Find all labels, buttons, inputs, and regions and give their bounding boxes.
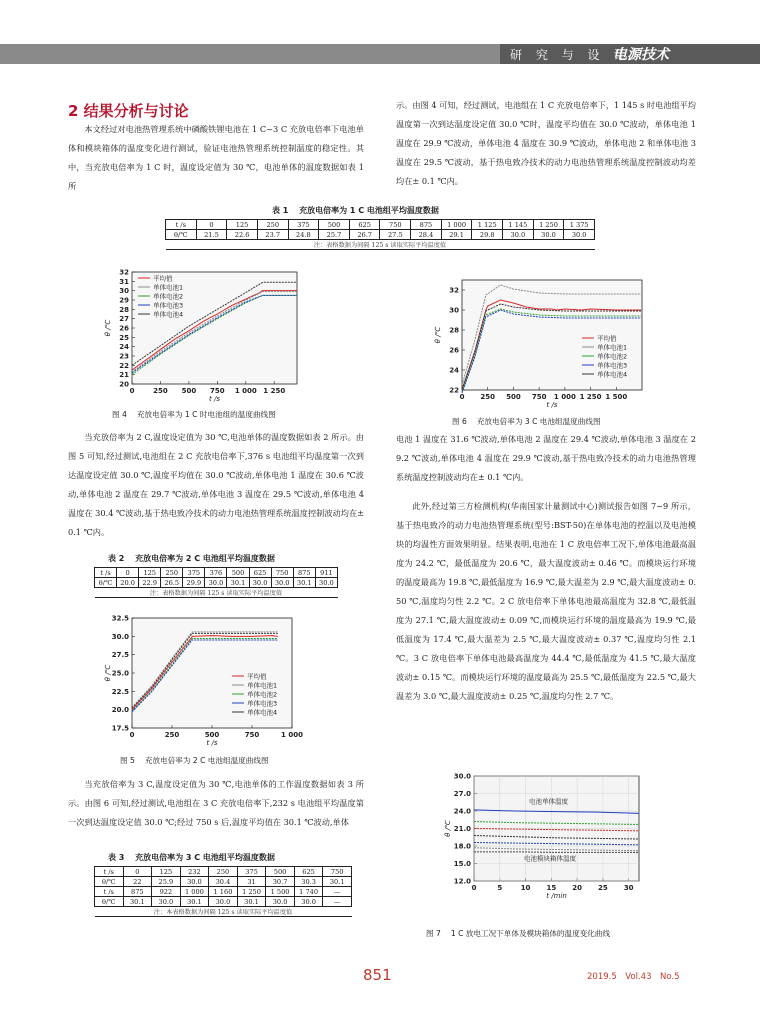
table-cell: 232	[180, 867, 209, 877]
table-cell: t /s	[95, 867, 124, 877]
legend-label: 平均值	[247, 672, 267, 681]
table-cell: 30.7	[266, 877, 295, 887]
table-cell: 30.0	[249, 578, 271, 588]
header-section: 研 究 与 设 计	[510, 48, 631, 62]
table-row	[95, 887, 352, 897]
table-cell: 30.0	[564, 230, 595, 240]
y-tick-label: 22	[119, 361, 129, 370]
section-heading: 2 结果分析与讨论	[68, 102, 189, 120]
x-tick-label: 0	[129, 387, 135, 395]
legend-label: 平均值	[153, 274, 173, 283]
table-cell: θ/℃	[95, 877, 124, 887]
table-cell: 1 250	[533, 220, 564, 230]
table-cell: 750	[271, 568, 293, 578]
table-cell: 30.0	[271, 578, 293, 588]
x-tick-label: 250	[480, 393, 496, 401]
table-cell: 24.8	[288, 230, 319, 240]
table-cell: 125	[152, 867, 181, 877]
y-tick-label: 27.5	[111, 651, 129, 660]
y-tick-label: 20	[119, 380, 129, 389]
legend-label: 单体电池4	[597, 370, 628, 379]
table-cell: 875	[411, 220, 442, 230]
table-cell: 922	[152, 887, 181, 897]
x-tick-label: 1 000	[553, 393, 576, 401]
legend-label: 单体电池1	[153, 283, 184, 292]
y-tick-label: 30.0	[111, 632, 129, 641]
legend-label: 单体电池4	[153, 310, 184, 319]
table-cell: 625	[249, 568, 271, 578]
y-tick-label: 27	[119, 315, 129, 324]
para-6: 此外,经过第三方检测机构(华南国家计量测试中心)测试报告如图 7~9 所示，基于热电致冷的动力电池热管理系统(型号:BST-50)在单体电池的控温以及电池模块的均温性方面效果明显。结果表明,电池在 1 C 放电倍率工况下,单体电池最高温度为 24.2 ℃，最低温度为 20.6 ℃，最大温度波动± 0.46 ℃。而模块运行环境的温度最高为 19.8 ℃,最低温度为 16.9 ℃,最大温差为 2.9 ℃,最大温度波动± 0.50 ℃,温度均匀性 2.2 ℃。2 C 放电倍率下单体电池最高温度为 32.8 ℃,最低温度为 27.1 ℃,最大温度波动± 0.09 ℃,而模块运行环境的温度最高为 19.9 ℃,最低温度为 17.4 ℃,最大温差为 2.5 ℃,最大温度波动± 0.37 ℃,温度均匀性 2.1 ℃。3 C 放电倍率下单体电池最高温度为 44.4 ℃,最低温度为 41.5 ℃,最大温度波动± 0.15 ℃。而模块运行环境的温度最高为 25.5 ℃,最低温度为 22.5 ℃,最大温差为 3.0 ℃,最大温度波动± 0.25 ℃,温度均匀性 2.7 ℃。	[396, 501, 696, 701]
fig6-caption: 图 6 充放电倍率为 3 C 电池组温度曲线图	[452, 417, 601, 426]
x-axis-label: t /s	[209, 395, 220, 403]
legend-label: 单体电池2	[153, 292, 184, 301]
journal-logo: 电源技术	[613, 47, 669, 63]
table-cell: 29.9	[183, 578, 205, 588]
table-cell: 30.3	[294, 877, 323, 887]
annotation-module-temp: 电池模块箱体温度	[524, 854, 576, 863]
x-tick-label: 250	[164, 731, 180, 739]
x-axis-label: t /min	[546, 892, 567, 900]
para-3: 当充放倍率为 2 C,温度设定值为 30 ℃,电池单体的温度数据如表 2 所示。由图 5 可知,经过测试,电池组在 2 C 充放电倍率下,376 s 电池组平均温度第一次到达温度设定值 30.0 ℃,温度平均值在 30.0 ℃波动,单体电池 1 温度在 30.6 ℃波动,单体电池 2 温度在 29.7 ℃波动,单体电池 3 温度在 29.5 ℃波动,单体电池 4 温度在 30.4 ℃波动,基于热电致冷技术的动力电池热管理系统温度控制波动均在± 0.1 ℃内。	[68, 432, 364, 537]
x-tick-label: 500	[204, 731, 220, 739]
x-tick-label: 30	[623, 884, 634, 892]
y-tick-label: 28	[119, 305, 129, 314]
table-row	[166, 230, 595, 240]
figure-5	[100, 612, 303, 747]
x-tick-label: 0	[129, 731, 135, 739]
table-cell: 375	[288, 220, 319, 230]
page-number: 851	[363, 966, 392, 984]
table-cell: 30.1	[293, 578, 315, 588]
table-cell: 27.5	[380, 230, 411, 240]
figure-6	[430, 272, 650, 412]
table-cell: —	[323, 887, 352, 897]
table-cell: 20.0	[117, 578, 139, 588]
table-cell: 375	[237, 867, 266, 877]
x-tick-label: 15	[546, 884, 557, 892]
legend-label: 单体电池1	[597, 343, 628, 352]
y-tick-label: 20.0	[111, 706, 129, 715]
table-cell: 125	[139, 568, 161, 578]
y-tick-label: 27.0	[453, 790, 471, 798]
table-cell: 29.1	[441, 230, 472, 240]
table-cell: 875	[123, 887, 152, 897]
table-row	[95, 877, 352, 887]
table-cell: 1 500	[266, 887, 295, 897]
table3	[94, 866, 352, 917]
legend-label: 平均值	[597, 334, 617, 343]
annotation-cell-temp: 电池单体温度	[529, 797, 568, 806]
table-note: 注：表格数据为间隔 125 s 读取实际平均温度值	[166, 240, 595, 250]
table-cell: t /s	[95, 887, 124, 897]
y-tick-label: 22	[449, 386, 459, 395]
x-tick-label: 20	[572, 884, 582, 892]
legend-label: 单体电池3	[153, 301, 184, 310]
table-cell: 500	[266, 867, 295, 877]
figure-7	[444, 768, 646, 900]
legend-label: 单体电池2	[247, 690, 278, 699]
y-tick-label: 32.5	[111, 614, 129, 623]
legend-label: 单体电池3	[247, 699, 278, 708]
legend-label: 单体电池1	[247, 681, 278, 690]
y-tick-label: 32	[449, 286, 459, 295]
table-cell: 21.5	[196, 230, 227, 240]
para-2: 示。由图 4 可知，经过测试，电池组在 1 C 充放电倍率下，1 145 s 时电池组平均温度第一次到达温度设定值 30.0 ℃时，温度平均值在 30.0 ℃波动，单体电池 1 温度在 29.9 ℃波动，单体电池 4 温度在 30.9 ℃波动，单体电池 2 和单体电池 3 温度在 29.5 ℃波动，基于热电致冷技术的动力电池热管理系统温度控制波动均差均在± 0.1 ℃内。	[396, 100, 696, 186]
table-cell: 22.9	[139, 578, 161, 588]
table-cell: 0	[196, 220, 227, 230]
y-tick-label: 26	[119, 324, 129, 333]
table-cell: 375	[183, 568, 205, 578]
table-row	[95, 578, 338, 588]
table-cell: 911	[315, 568, 337, 578]
x-tick-label: 500	[181, 387, 197, 395]
x-tick-label: 5	[497, 884, 503, 892]
table-cell: t /s	[166, 220, 197, 230]
x-tick-label: 1 000	[234, 387, 257, 395]
table-cell: 28.4	[411, 230, 442, 240]
y-tick-label: 29	[119, 296, 129, 305]
table-cell: 0	[123, 867, 152, 877]
table-cell: 30.0	[152, 897, 181, 907]
table-cell: 26.7	[349, 230, 380, 240]
y-tick-label: 25	[119, 333, 129, 342]
x-tick-label: 750	[244, 731, 260, 739]
table-cell: 250	[257, 220, 288, 230]
table-cell: 25.9	[152, 877, 181, 887]
table-cell: 23.7	[257, 230, 288, 240]
table-cell: 0	[117, 568, 139, 578]
table1-caption: 表 1 充放电倍率为 1 C 电池组平均温度数据	[272, 206, 439, 215]
y-tick-label: 17.5	[111, 724, 129, 733]
table-cell: 625	[349, 220, 380, 230]
table3-caption: 表 3 充放电倍率为 3 C 电池组平均温度数据	[108, 853, 275, 862]
table-cell: θ/℃	[166, 230, 197, 240]
table-cell: 29.8	[472, 230, 503, 240]
table-cell: 376	[205, 568, 227, 578]
table-cell: 26.5	[161, 578, 183, 588]
y-tick-label: 32	[119, 268, 129, 277]
x-tick-label: 0	[471, 884, 477, 892]
fig4-caption: 图 4 充放电倍率为 1 C 时电池组的温度曲线图	[112, 410, 276, 419]
table-cell: 30.0	[205, 578, 227, 588]
table-cell: 30.0	[294, 897, 323, 907]
table-cell: 30.0	[533, 230, 564, 240]
x-tick-label: 10	[520, 884, 531, 892]
x-tick-label: 1 500	[605, 393, 628, 401]
table-cell: 30.1	[323, 877, 352, 887]
y-tick-label: 15.0	[453, 860, 471, 868]
table-cell: 30.4	[209, 877, 238, 887]
legend-label: 单体电池4	[247, 708, 278, 717]
table1	[165, 219, 595, 250]
header-bar	[0, 44, 760, 64]
table-cell: 250	[209, 867, 238, 877]
table-cell: 30.0	[180, 877, 209, 887]
table-cell: 30.1	[227, 578, 249, 588]
table-cell: 30.0	[503, 230, 534, 240]
table-cell: θ/℃	[95, 578, 117, 588]
x-tick-label: 1 250	[579, 393, 602, 401]
table-cell: 30.0	[266, 897, 295, 907]
y-tick-label: 23	[119, 352, 129, 361]
y-tick-label: 24	[119, 343, 129, 352]
x-tick-label: 500	[506, 393, 521, 401]
table-row	[95, 867, 352, 877]
table2-caption: 表 2 充放电倍率为 2 C 电池组平均温度数据	[108, 554, 275, 563]
x-tick-label: 1 250	[263, 387, 286, 395]
table-cell: 31	[237, 877, 266, 887]
table-cell: 500	[319, 220, 350, 230]
table-cell: 1 000	[180, 887, 209, 897]
table-cell: 1 740	[294, 887, 323, 897]
table-cell: 625	[294, 867, 323, 877]
y-tick-label: 30	[449, 306, 459, 315]
para-4: 当充放倍率为 3 C,温度设定值为 30 ℃,电池单体的工作温度数据如表 3 所示。由图 6 可知,经过测试,电池组在 3 C 充放电倍率下,232 s 电池组平均温度第一次到达温度设定值 30.0 ℃;经过 750 s 后,温度平均值在 30.1 ℃波动,单体	[68, 779, 364, 827]
table-cell: 30.1	[180, 897, 209, 907]
table-cell: 25.7	[319, 230, 350, 240]
x-axis-label: t /s	[206, 739, 218, 747]
table-cell: 22	[123, 877, 152, 887]
table-row	[95, 568, 338, 578]
table-cell: 1 125	[472, 220, 503, 230]
y-axis-label: θ /℃	[434, 326, 442, 344]
table-row	[166, 220, 595, 230]
table-cell: θ/℃	[95, 897, 124, 907]
y-axis-label: θ /℃	[104, 664, 112, 682]
table-cell: 875	[293, 568, 315, 578]
y-tick-label: 24	[449, 366, 459, 375]
x-tick-label: 250	[153, 387, 168, 395]
y-axis-label: θ /℃	[444, 820, 452, 837]
fig7-caption: 图 7 1 C 放电工况下单体及模块箱体的温度变化曲线	[426, 929, 611, 938]
table-cell: —	[323, 897, 352, 907]
table-cell: t /s	[95, 568, 117, 578]
x-tick-label: 1 000	[281, 731, 303, 739]
y-axis-label: θ /℃	[104, 319, 112, 337]
table-cell: 30.1	[237, 897, 266, 907]
table-cell: 30.1	[123, 897, 152, 907]
table-cell: 22.6	[227, 230, 258, 240]
table-cell: 750	[323, 867, 352, 877]
x-tick-label: 25	[598, 884, 608, 892]
y-tick-label: 31	[119, 277, 129, 286]
table-cell: 750	[380, 220, 411, 230]
y-tick-label: 30	[119, 287, 129, 296]
figure-4	[100, 270, 300, 410]
table-cell: 125	[227, 220, 258, 230]
volume-info: 2019.5 Vol.43 No.5	[587, 972, 680, 982]
para-5: 电池 1 温度在 31.6 ℃波动,单体电池 2 温度在 29.4 ℃波动,单体电池 3 温度在 29.2 ℃波动,单体电池 4 温度在 29.9 ℃波动,基于热电致冷技术的动力电池热管理系统温度控制波动均在± 0.1 ℃内。	[396, 434, 696, 482]
y-tick-label: 28	[449, 326, 459, 335]
x-axis-label: t /s	[546, 401, 558, 409]
table-note: 注：表格数据为间隔 125 s 读取实际平均温度值	[95, 588, 338, 598]
legend-label: 单体电池2	[597, 352, 628, 361]
table-cell: 1 250	[237, 887, 266, 897]
y-tick-label: 30.0	[453, 772, 471, 781]
table-row	[95, 897, 352, 907]
x-tick-label: 750	[210, 387, 225, 395]
table-cell: 250	[161, 568, 183, 578]
x-tick-label: 750	[531, 393, 547, 401]
table-cell: 500	[227, 568, 249, 578]
table-cell: 1 145	[503, 220, 534, 230]
table-cell: 1 000	[441, 220, 472, 230]
table2	[94, 567, 338, 598]
y-tick-label: 22.5	[111, 687, 129, 696]
table-cell: 1 160	[209, 887, 238, 897]
para-1: 本文经过对电池热管理系统中磷酸铁锂电池在 1 C~3 C 充放电倍率下电池单体和模块箱体的温度变化进行测试，验证电池热管理系统控制温度的稳定性。其中，当充放电倍率为 1 C 时，温度设定值为 30 ℃，电池单体的温度数据如表 1 所	[68, 124, 364, 191]
legend-label: 单体电池3	[597, 361, 628, 370]
y-tick-label: 21	[119, 371, 129, 380]
y-tick-label: 12.0	[453, 877, 471, 886]
table-cell: 30.0	[209, 897, 238, 907]
y-tick-label: 18.0	[453, 842, 471, 851]
y-tick-label: 26	[449, 346, 459, 355]
y-tick-label: 24.0	[453, 807, 471, 816]
table-note: 注：本表格数据为间隔 125 s 读取实际平均温度值	[95, 907, 352, 917]
fig5-caption: 图 5 充放电倍率为 2 C 电池组温度曲线图	[120, 756, 269, 765]
x-tick-label: 0	[459, 393, 465, 401]
table-cell: 1 375	[564, 220, 595, 230]
y-tick-label: 21.0	[453, 825, 471, 833]
table-cell: 30.0	[315, 578, 337, 588]
y-tick-label: 25.0	[111, 669, 129, 678]
